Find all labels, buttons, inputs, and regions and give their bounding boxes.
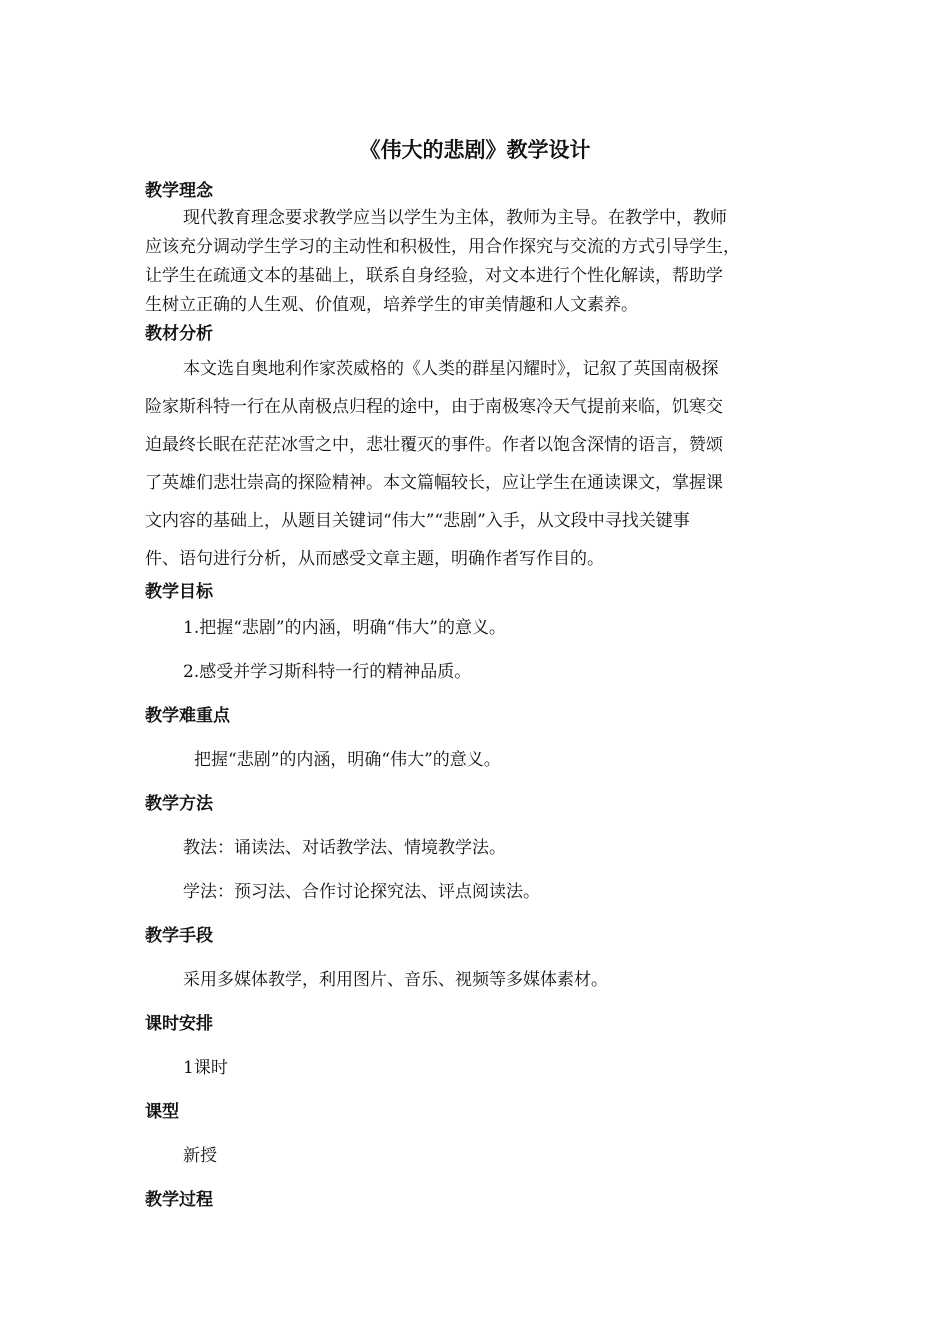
paragraph-line: 险家斯科特一行在从南极点归程的途中，由于南极寒冷天气提前来临，饥寒交 [145,397,723,417]
paragraph-teaching-philosophy [145,204,813,320]
paragraph-line: 应该充分调动学生学习的主动性和积极性，用合作探究与交流的方式引导学生， [145,237,740,257]
heading-teaching-philosophy: 教学理念 [145,181,213,201]
paragraph-line: 本文选自奥地利作家茨威格的《人类的群星闪耀时》，记叙了英国南极探 [183,359,719,379]
heading-teaching-goals: 教学目标 [145,582,213,602]
class-schedule-text: 1课时 [183,1058,228,1078]
document-title: 《伟大的悲剧》教学设计 [359,138,591,162]
teaching-method-text: 教法：诵读法、对话教学法、情境教学法。 [183,838,506,858]
lesson-type-text: 新授 [183,1146,217,1166]
heading-teaching-methods: 教学方法 [145,794,213,814]
learning-method-text: 学法：预习法、合作讨论探究法、评点阅读法。 [183,882,540,902]
paragraph-line: 了英雄们悲壮崇高的探险精神。本文篇幅较长，应让学生在通读课文，掌握课 [145,473,723,493]
paragraph-line: 生树立正确的人生观、价值观，培养学生的审美情趣和人文素养。 [145,295,638,315]
heading-teaching-means: 教学手段 [145,926,213,946]
goal-item-1: 1.把握“悲剧”的内涵，明确“伟大”的意义。 [183,618,506,638]
paragraph-line: 件、语句进行分析，从而感受文章主题，明确作者写作目的。 [145,549,604,569]
paragraph-material-analysis [145,350,813,578]
goal-item-2: 2.感受并学习斯科特一行的精神品质。 [183,662,472,682]
heading-teaching-process: 教学过程 [145,1190,213,1210]
heading-class-schedule: 课时安排 [145,1014,213,1034]
paragraph-line: 文内容的基础上，从题目关键词“伟大”“悲剧”入手，从文段中寻找关键事 [145,511,690,531]
paragraph-line: 让学生在疏通文本的基础上，联系自身经验，对文本进行个性化解读，帮助学 [145,266,723,286]
heading-lesson-type: 课型 [145,1102,179,1122]
key-points-text: 把握“悲剧”的内涵，明确“伟大”的意义。 [194,750,501,770]
heading-material-analysis: 教材分析 [145,324,213,344]
paragraph-line: 现代教育理念要求教学应当以学生为主体，教师为主导。在教学中，教师 [183,208,727,228]
heading-key-points: 教学难重点 [145,706,230,726]
teaching-means-text: 采用多媒体教学，利用图片、音乐、视频等多媒体素材。 [183,970,608,990]
paragraph-line: 迫最终长眠在茫茫冰雪之中，悲壮覆灭的事件。作者以饱含深情的语言，赞颂 [145,435,723,455]
